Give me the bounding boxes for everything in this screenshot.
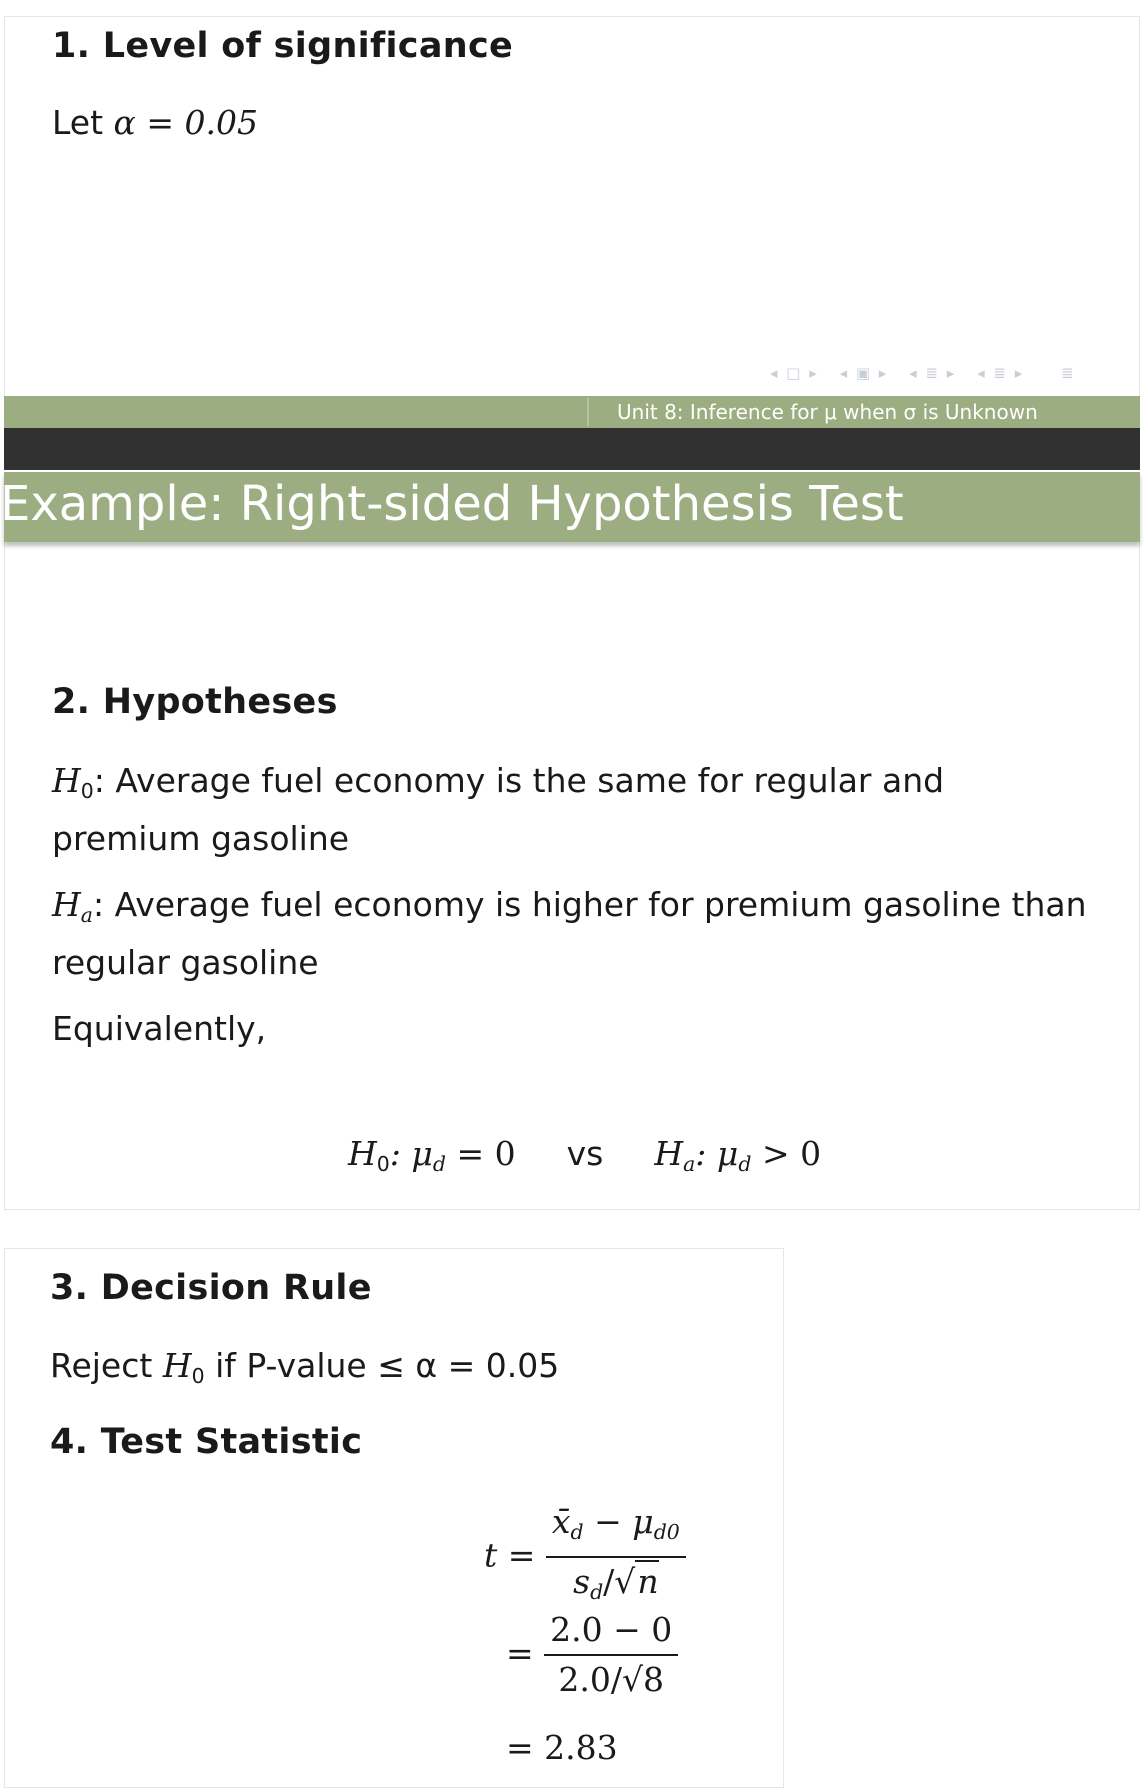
s-symbol: s	[573, 1562, 591, 1602]
rule-h0-symbol: H	[162, 1346, 192, 1385]
equivalently-text: Equivalently,	[52, 1009, 267, 1048]
formula-left-rhs: = 0	[445, 1134, 516, 1173]
step2-numerator: 2.0 − 0	[544, 1610, 678, 1656]
test-statistic-result: = 2.83	[506, 1728, 618, 1767]
alternative-hypothesis	[52, 881, 1092, 987]
alpha-expression: α = 0.05	[113, 103, 258, 142]
xbar: x̄	[551, 1502, 571, 1541]
footer-divider	[587, 398, 589, 426]
formula-ha-symbol: H	[654, 1134, 684, 1173]
nav-document-icon[interactable]: ◂ ≣ ▸	[977, 364, 1025, 382]
formula-right-mu: : μ	[695, 1134, 739, 1173]
slide-panel-1	[4, 16, 1140, 396]
section-heading-test-statistic: 4. Test Statistic	[50, 1422, 363, 1462]
nav-section-icon[interactable]: ◂ ≣ ▸	[909, 364, 957, 382]
formula-ha-subscript: a	[683, 1152, 696, 1177]
t-denominator	[546, 1558, 686, 1612]
formula-vs: vs	[566, 1134, 604, 1173]
null-hypothesis	[52, 757, 1092, 863]
step2-denominator: 2.0/√8	[558, 1660, 665, 1699]
section-heading-decision-rule: 3. Decision Rule	[50, 1268, 372, 1308]
t-lhs: t =	[484, 1535, 536, 1575]
rule-h0-subscript: 0	[191, 1364, 205, 1389]
alpha-statement	[52, 99, 258, 147]
t-fraction	[546, 1502, 686, 1612]
s-sub-d: d	[590, 1580, 604, 1605]
formula-left-mu: : μ	[389, 1134, 433, 1173]
step2-equals: =	[506, 1633, 534, 1673]
ha-subscript: a	[80, 903, 93, 928]
test-statistic-step2	[506, 1610, 678, 1700]
formula-right-rhs: > 0	[751, 1134, 822, 1173]
xbar-sub-d: d	[570, 1520, 584, 1545]
test-statistic-formula	[484, 1502, 686, 1612]
section-heading-significance: 1. Level of significance	[52, 26, 514, 66]
slash-sqrt: /√	[603, 1562, 636, 1602]
formula-left-d: d	[432, 1152, 446, 1177]
t-numerator	[546, 1502, 686, 1558]
ha-text: : Average fuel economy is higher for premium gasoline than regular gasoline	[52, 885, 1087, 983]
h0-text: : Average fuel economy is the same for regular and premium gasoline	[52, 761, 945, 859]
formula-h0-symbol: H	[348, 1134, 377, 1173]
slide-title: Example: Right-sided Hypothesis Test	[0, 476, 904, 532]
nav-subsection-icon[interactable]: ◂ ▣ ▸	[839, 364, 889, 382]
step2-fraction	[544, 1610, 678, 1700]
nav-frame-icon[interactable]: ◂ □ ▸	[770, 364, 819, 382]
mu-sub-d0: d0	[653, 1520, 680, 1545]
nav-search-icon[interactable]: ≣	[1061, 364, 1076, 382]
rule-text: if P-value ≤ α = 0.05	[204, 1346, 560, 1385]
ha-symbol: H	[52, 885, 81, 924]
numerator-minus-mu: − μ	[583, 1502, 654, 1541]
formula-right-d: d	[738, 1152, 752, 1177]
reject-word: Reject	[50, 1346, 153, 1385]
h0-subscript: 0	[80, 779, 94, 804]
n-symbol: n	[637, 1562, 659, 1602]
beamer-navigation	[770, 364, 1140, 388]
footer-unit-title: Unit 8: Inference for μ when σ is Unknown	[617, 400, 1038, 424]
slide-separator	[4, 428, 1140, 470]
h0-symbol: H	[52, 761, 81, 800]
decision-rule	[50, 1342, 559, 1400]
let-word: Let	[52, 103, 104, 142]
hypotheses-formula	[348, 1130, 821, 1188]
formula-h0-subscript: 0	[376, 1152, 390, 1177]
section-heading-hypotheses: 2. Hypotheses	[52, 682, 338, 722]
